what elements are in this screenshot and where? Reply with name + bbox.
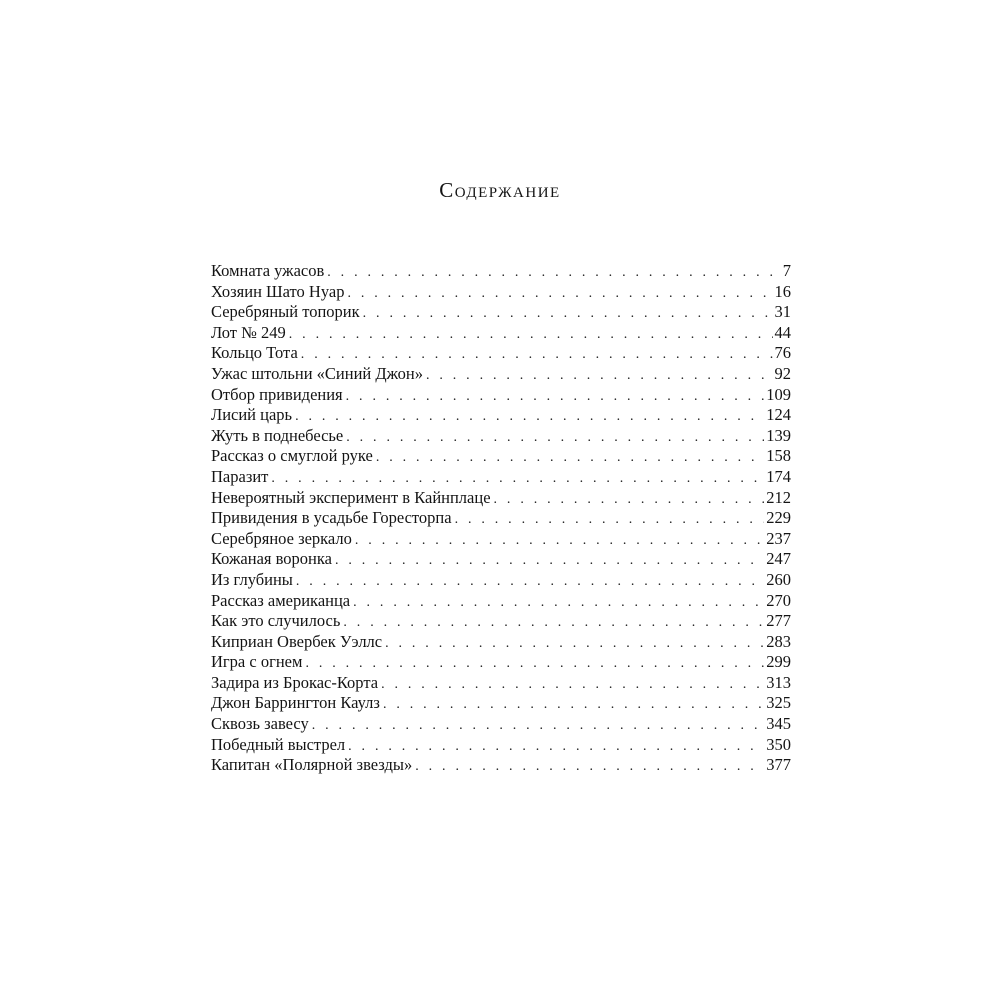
toc-entry-title: Игра с огнем: [211, 652, 303, 672]
dot-leader: [415, 757, 764, 778]
toc-entry: [211, 385, 791, 406]
toc-entry-page: 277: [766, 611, 791, 631]
dot-leader: [312, 716, 765, 737]
dot-leader: [347, 284, 772, 305]
toc-entry: [211, 570, 791, 591]
toc-entry: [211, 282, 791, 303]
dot-leader: [376, 448, 764, 469]
dot-leader: [289, 325, 773, 346]
toc-entry: [211, 611, 791, 632]
toc-entry-title: Из глубины: [211, 569, 293, 589]
toc-entry-title: Задира из Брокас-Корта: [211, 672, 379, 692]
toc-entry-page: 229: [766, 508, 791, 528]
toc-entry-title: Ужас штольни «Синий Джон»: [211, 363, 423, 383]
toc-entry-page: 174: [766, 466, 791, 486]
toc-entry-page: 76: [774, 343, 791, 363]
toc-entry: [211, 755, 791, 776]
dot-leader: [295, 407, 764, 428]
dot-leader: [363, 304, 773, 325]
toc-entry-page: 325: [766, 693, 791, 713]
toc-entry: [211, 488, 791, 509]
toc-entry: [211, 323, 791, 344]
toc-entry: [211, 735, 791, 756]
toc-entry: [211, 673, 791, 694]
toc-entry: [211, 714, 791, 735]
toc-entry-page: 350: [766, 734, 791, 754]
table-of-contents: [211, 261, 791, 776]
dot-leader: [383, 695, 764, 716]
toc-entry: [211, 446, 791, 467]
toc-entry: [211, 591, 791, 612]
toc-entry-page: 299: [766, 652, 791, 672]
toc-entry-page: 247: [766, 549, 791, 569]
toc-entry-title: Привидения в усадьбе Горесторпа: [211, 508, 452, 528]
dot-leader: [455, 510, 765, 531]
dot-leader: [494, 490, 765, 511]
toc-entry: [211, 467, 791, 488]
toc-entry-title: Отбор привидения: [211, 384, 343, 404]
toc-entry-page: 345: [766, 714, 791, 734]
dot-leader: [335, 551, 764, 572]
toc-entry-title: Лисий царь: [211, 405, 293, 425]
toc-entry: [211, 302, 791, 323]
toc-entry-title: Серебряное зеркало: [211, 528, 352, 548]
toc-entry: [211, 343, 791, 364]
dot-leader: [305, 654, 764, 675]
page-title: Содержание: [439, 178, 561, 202]
toc-entry: [211, 652, 791, 673]
toc-entry-title: Лот № 249: [211, 322, 286, 342]
toc-entry-page: 270: [766, 590, 791, 610]
toc-entry-page: 16: [774, 281, 791, 301]
toc-entry-page: 212: [766, 487, 791, 507]
toc-entry-page: 109: [766, 384, 791, 404]
toc-entry-title: Хозяин Шато Нуар: [211, 281, 345, 301]
toc-entry-page: 44: [774, 322, 791, 342]
toc-entry-page: 92: [774, 363, 791, 383]
toc-entry-page: 139: [766, 425, 791, 445]
toc-entry-title: Кожаная воронка: [211, 549, 332, 569]
toc-entry-page: 260: [766, 569, 791, 589]
dot-leader: [348, 737, 764, 758]
dot-leader: [353, 593, 764, 614]
toc-entry: [211, 529, 791, 550]
dot-leader: [346, 428, 764, 449]
toc-entry-title: Джон Баррингтон Каулз: [211, 693, 380, 713]
toc-entry: [211, 261, 791, 282]
toc-entry-page: 158: [766, 446, 791, 466]
toc-entry: [211, 549, 791, 570]
toc-entry-title: Капитан «Полярной звезды»: [211, 755, 413, 775]
dot-leader: [271, 469, 764, 490]
toc-entry-title: Паразит: [211, 466, 269, 486]
toc-entry: [211, 693, 791, 714]
toc-entry-page: 31: [774, 302, 791, 322]
dot-leader: [426, 366, 773, 387]
toc-entry-title: Невероятный эксперимент в Кайнплаце: [211, 487, 491, 507]
dot-leader: [346, 387, 765, 408]
toc-entry-page: 313: [766, 672, 791, 692]
dot-leader: [385, 634, 764, 655]
toc-entry: [211, 405, 791, 426]
toc-entry-page: 283: [766, 631, 791, 651]
toc-entry-title: Победный выстрел: [211, 734, 346, 754]
toc-entry-title: Киприан Овербек Уэллс: [211, 631, 383, 651]
dot-leader: [343, 613, 764, 634]
toc-entry-title: Рассказ о смуглой руке: [211, 446, 373, 466]
toc-entry-title: Комната ужасов: [211, 261, 325, 280]
toc-entry-title: Серебряный топорик: [211, 302, 360, 322]
toc-entry-title: Как это случилось: [211, 611, 341, 631]
dot-leader: [296, 572, 764, 593]
toc-entry: [211, 508, 791, 529]
dot-leader: [381, 675, 764, 696]
toc-entry-title: Жуть в поднебесье: [211, 425, 344, 445]
toc-entry: [211, 632, 791, 653]
dot-leader: [327, 263, 780, 284]
toc-entry-page: 237: [766, 528, 791, 548]
dot-leader: [301, 345, 773, 366]
toc-entry: [211, 426, 791, 447]
toc-entry-page: 7: [782, 261, 791, 280]
toc-entry-page: 124: [766, 405, 791, 425]
toc-entry-title: Рассказ американца: [211, 590, 351, 610]
toc-entry-page: 377: [766, 755, 791, 775]
toc-entry-title: Сквозь завесу: [211, 714, 309, 734]
toc-entry-title: Кольцо Тота: [211, 343, 298, 363]
toc-entry: [211, 364, 791, 385]
dot-leader: [355, 531, 764, 552]
